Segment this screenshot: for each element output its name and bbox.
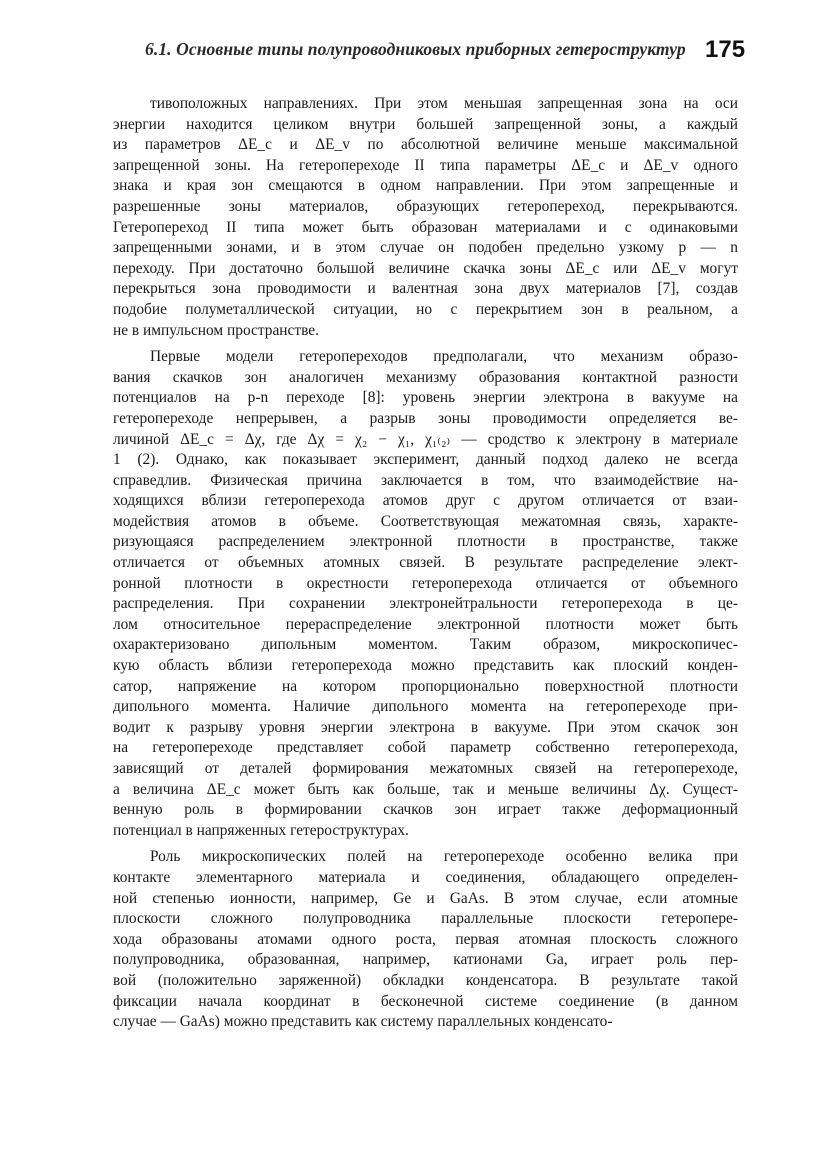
text-line: распределения. При сохранении электронейтральности гетероперехода в це- xyxy=(113,595,738,613)
text-line: венную роль в формировании скачков зон играет также деформационный xyxy=(113,801,738,819)
text-line: Роль микроскопических полей на гетеропереходе особенно велика при xyxy=(150,848,738,866)
text-line: ронной плотности в окрестности гетероперехода отличается от объемного xyxy=(113,574,738,592)
text-line: справедлив. Физическая причина заключается в том, что взаимодействие на- xyxy=(113,471,738,489)
paragraph xyxy=(113,347,738,841)
text-line: вания скачков зон аналогичен механизму образования контактной разности xyxy=(113,368,738,386)
text-line: личиной ΔE_c = Δχ, где Δχ = χ₂ − χ₁, χ₁₍₂₎ — сродство к электрону в материале xyxy=(113,430,738,448)
page-number: 175 xyxy=(705,36,746,63)
text-line: тивоположных направлениях. При этом меньшая запрещенная зона на оси xyxy=(150,95,738,112)
text-line: запрещенными зонами, и в этом случае он подобен предельно узкому p — n xyxy=(113,239,738,257)
paragraph xyxy=(113,847,738,1032)
text-line: на гетеропереходе представляет собой параметр собственно гетероперехода, xyxy=(113,739,738,757)
text-line: кую область вблизи гетероперехода можно представить как плоский конден- xyxy=(113,657,738,675)
text-line: знака и края зон смещаются в одном направлении. При этом запрещенные и xyxy=(113,177,738,195)
text-line: энергии находится целиком внутри большей запрещенной зоны, а каждый xyxy=(113,115,738,133)
text-line: из параметров ΔE_c и ΔE_v по абсолютной величине меньше максимальной xyxy=(113,136,738,154)
text-line: случае — GaAs) можно представить как систему параллельных конденсато- xyxy=(113,1013,613,1031)
text-line: перекрыться зона проводимости и валентная зона двух материалов [7], создав xyxy=(113,280,738,298)
text-line: водит к разрыву уровня энергии электрона в вакууме. При этом скачок зон xyxy=(113,718,738,736)
text-line: дипольного момента. Наличие дипольного момента на гетеропереходе при- xyxy=(113,698,738,716)
text-line: полупроводника, образованная, например, катионами Ga, играет роль пер- xyxy=(113,951,738,969)
text-line: 1 (2). Однако, как показывает эксперимент, данный подход далеко не всегда xyxy=(113,451,738,469)
text-line: не в импульсном пространстве. xyxy=(113,321,319,339)
text-line: переходу. При достаточно большой величине скачка зоны ΔE_c или ΔE_v могут xyxy=(113,259,738,277)
text-line: ходящихся вблизи гетероперехода атомов друг с другом отличается от взаи- xyxy=(113,492,738,510)
text-line: отличается от объемных атомных связей. В результате распределение элект- xyxy=(113,554,738,572)
text-line: лом относительное перераспределение электронной плотности может быть xyxy=(113,615,738,633)
text-line: модействия атомов в объеме. Соответствующая межатомная связь, характе- xyxy=(113,512,738,530)
text-line: потенциал в напряженных гетероструктурах. xyxy=(113,821,409,839)
text-line: ризующаяся распределением электронной плотности в пространстве, также xyxy=(113,533,738,551)
text-line: фиксации начала координат в бесконечной системе соединение (в данном xyxy=(113,992,738,1010)
text-line: подобие полуметаллической ситуации, но с перекрытием зон в реальном, а xyxy=(113,300,738,318)
text-line: гетеропереходе непрерывен, а разрыв зоны проводимости определяется ве- xyxy=(113,409,738,427)
running-title: 6.1. Основные типы полупроводниковых приборных гетероструктур xyxy=(145,39,686,59)
paragraph xyxy=(113,94,738,341)
text-line: разрешенные зоны материалов, образующих гетеропереход, перекрываются. xyxy=(113,197,738,215)
text-line: вой (положительно заряженной) обкладки конденсатора. В результате такой xyxy=(113,971,738,989)
text-line: Первые модели гетеропереходов предполагали, что механизм образо- xyxy=(150,348,738,366)
text-line: ной степенью ионности, например, Ge и GaAs. В этом случае, если атомные xyxy=(113,889,738,907)
text-line: а величина ΔE_c может быть как больше, так и меньше величины Δχ. Сущест- xyxy=(113,780,738,798)
body-text xyxy=(113,94,738,1033)
text-line: потенциалов на p-n переходе [8]: уровень энергии электрона в вакууме на xyxy=(113,389,738,407)
page-header xyxy=(145,34,746,74)
text-line: контакте элементарного материала и соединения, обладающего определен- xyxy=(113,868,738,886)
text-line: охарактеризовано дипольным моментом. Таким образом, микроскопичес- xyxy=(113,636,738,654)
text-line: сатор, напряжение на котором пропорционально поверхностной плотности xyxy=(113,677,738,695)
text-line: хода образованы атомами одного роста, первая атомная плоскость сложного xyxy=(113,930,738,948)
text-line: зависящий от деталей формирования межатомных связей на гетеропереходе, xyxy=(113,760,738,777)
text-line: запрещенной зоны. На гетеропереходе II типа параметры ΔE_c и ΔE_v одного xyxy=(113,156,738,174)
text-line: Гетеропереход II типа может быть образован материалами и с одинаковыми xyxy=(113,218,738,236)
text-line: плоскости сложного полупроводника параллельные плоскости гетеропере- xyxy=(113,910,738,928)
